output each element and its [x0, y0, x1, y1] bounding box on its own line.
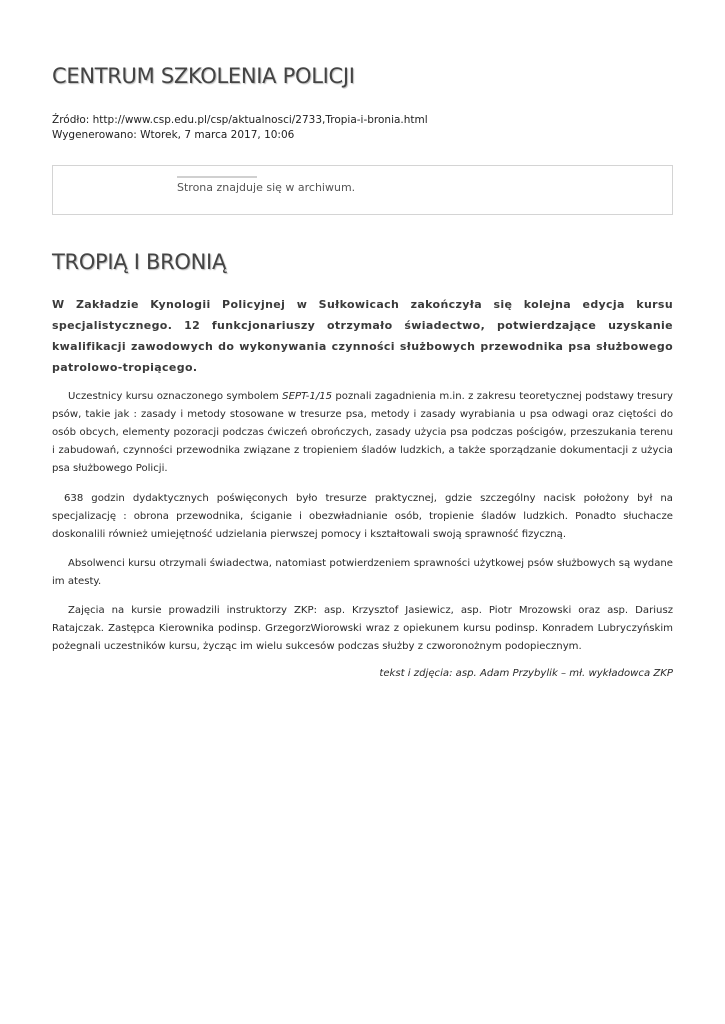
paragraph-1-intro: Uczestnicy kursu oznaczonego symbolem — [68, 391, 283, 402]
article-signature: tekst i zdjęcia: asp. Adam Przybylik – mł. wykładowca ZKP — [379, 668, 673, 679]
article-title: TROPIĄ I BRONIĄ — [52, 250, 227, 274]
article-paragraph-3: Absolwenci kursu otrzymali świadectwa, natomiast potwierdzeniem sprawności użytkowej psów służbowych są wydane im atesty. — [52, 558, 673, 587]
article-lead: W Zakładzie Kynologii Policyjnej w Sułkowicach zakończyła się kolejna edycja kursu specjalistycznego. 12 funkcjonariuszy otrzymało świadectwo, potwierdzające uzyskanie kwalifikacji zawodowych do wykonywania czynności służbowych przewodnika psa służbowego patrolowo-tropiącego. — [52, 298, 673, 374]
archive-notice-divider — [177, 176, 257, 178]
course-symbol: SEPT-1/15 — [282, 391, 333, 402]
site-title: CENTRUM SZKOLENIA POLICJI — [52, 64, 355, 88]
article-paragraph-4: Zajęcia na kursie prowadzili instruktorzy ZKP: asp. Krzysztof Jasiewicz, asp. Piotr Mrozowski oraz asp. Dariusz Ratajczak. Zastępca Kierownika podinsp. GrzegorzWiorowski wraz z opiekunem kursu podinsp. Konradem Lubryczyńskim pożegnali uczestników kursu, życząc im wielu sukcesów podczas służby z czworonożnym podopiecznym. — [52, 605, 673, 652]
generated-line: Wygenerowano: Wtorek, 7 marca 2017, 10:06 — [52, 129, 295, 141]
article-paragraph-1 — [52, 388, 673, 478]
print-meta — [52, 113, 428, 143]
paragraph-1-rest: poznali zagadnienia m.in. z zakresu teoretycznej podstawy tresury psów, takie jak : zasady i metody stosowane w tresurze psa, metody i zasady wyrabiania u psa odwagi oraz ciętości do osób obcych, elementy pozoracji podczas ćwiczeń obrończych, zasady użycia psa podczas pościgów, przeszukania terenu i zabudowań, czynności przewodnika związane z tropieniem śladów ludzkich, a także sporządzanie dokumentacji z użycia psa służbowego Policji. — [52, 391, 673, 474]
archive-notice-box — [52, 165, 673, 215]
source-line: Źródło: http://www.csp.edu.pl/csp/aktualnosci/2733,Tropia-i-bronia.html — [52, 114, 428, 126]
article-paragraph-2: 638 godzin dydaktycznych poświęconych było tresurze praktycznej, gdzie szczególny nacisk położony był na specjalizację : obrona przewodnika, ściganie i obezwładnianie osób, tropienie śladów ludzkich. Ponadto słuchacze doskonalili również umiejętność udzielania pierwszej pomocy i kształtowali swoją sprawność fizyczną. — [52, 493, 673, 540]
archive-notice-text: Strona znajduje się w archiwum. — [177, 181, 356, 194]
